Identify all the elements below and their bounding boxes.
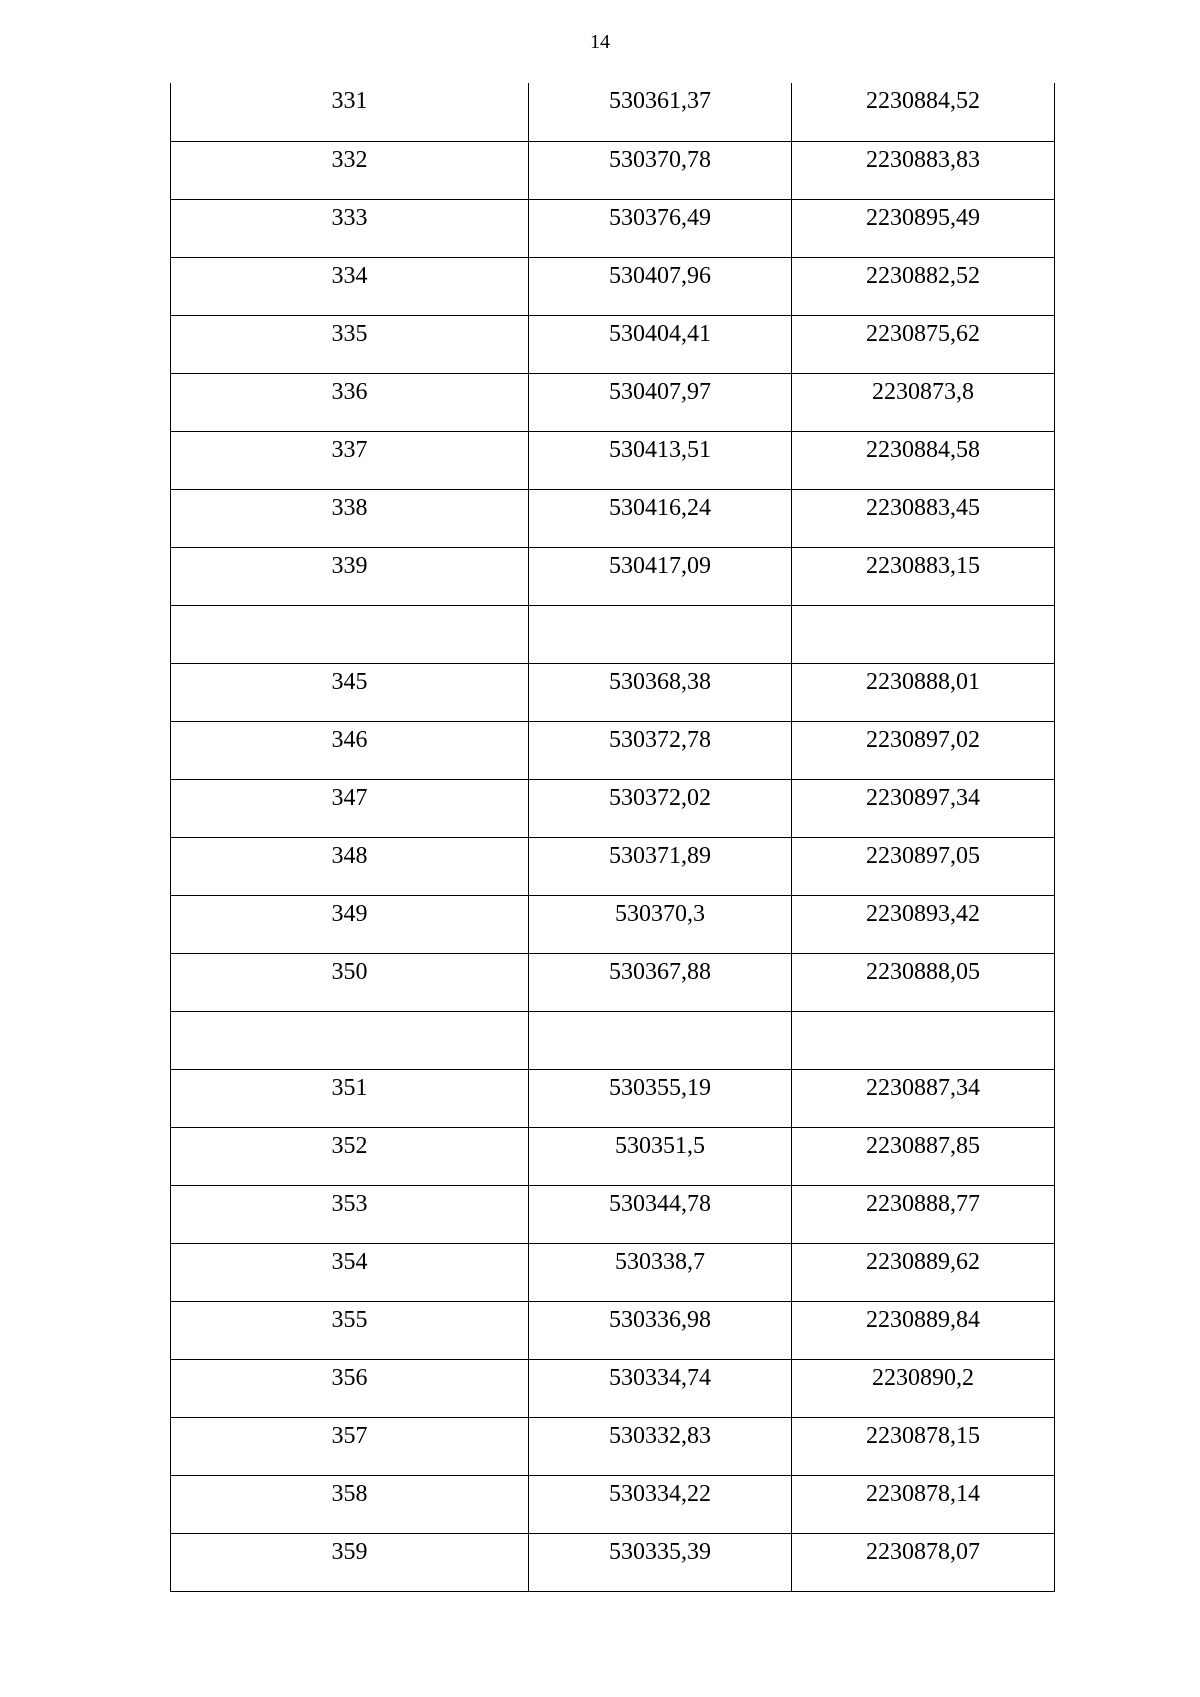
table-row <box>171 1359 1055 1417</box>
point-number-cell <box>171 953 529 1011</box>
page-number: 14 <box>590 31 610 53</box>
x-coordinate-cell <box>529 1475 792 1533</box>
x-coordinate-cell <box>529 489 792 547</box>
x-coordinate-cell <box>529 837 792 895</box>
cell-text: 356 <box>331 1364 368 1391</box>
x-coordinate-cell <box>529 1069 792 1127</box>
point-number-cell <box>171 199 529 257</box>
cell-text: 530370,3 <box>615 900 705 927</box>
cell-text: 2230878,07 <box>866 1538 980 1565</box>
cell-text: 530416,24 <box>609 494 711 521</box>
cell-text: 530413,51 <box>609 436 711 463</box>
cell-text: 346 <box>331 726 368 753</box>
y-coordinate-cell <box>792 1243 1055 1301</box>
cell-text: 530417,09 <box>609 552 711 579</box>
cell-text: 2230887,34 <box>866 1074 980 1101</box>
cell-text: 349 <box>331 900 368 927</box>
table-row <box>171 141 1055 199</box>
x-coordinate-cell <box>529 431 792 489</box>
x-coordinate-cell <box>529 953 792 1011</box>
cell-text: 2230873,8 <box>872 378 974 405</box>
y-coordinate-cell <box>792 721 1055 779</box>
y-coordinate-cell <box>792 199 1055 257</box>
x-coordinate-cell <box>529 895 792 953</box>
table-row <box>171 1475 1055 1533</box>
cell-text: 2230897,05 <box>866 842 980 869</box>
x-coordinate-cell <box>529 1185 792 1243</box>
y-coordinate-cell <box>792 257 1055 315</box>
cell-text: 530368,38 <box>609 668 711 695</box>
table-row <box>171 663 1055 721</box>
cell-text: 2230888,77 <box>866 1190 980 1217</box>
y-coordinate-cell <box>792 605 1055 663</box>
y-coordinate-cell <box>792 1533 1055 1591</box>
table-row <box>171 373 1055 431</box>
y-coordinate-cell <box>792 1475 1055 1533</box>
table-row <box>171 1417 1055 1475</box>
y-coordinate-cell <box>792 315 1055 373</box>
cell-text: 530335,39 <box>609 1538 711 1565</box>
cell-text: 335 <box>331 320 368 347</box>
cell-text: 530334,74 <box>609 1364 711 1391</box>
point-number-cell <box>171 1359 529 1417</box>
table-row <box>171 895 1055 953</box>
cell-text: 530372,02 <box>609 784 711 811</box>
cell-text: 2230895,49 <box>866 204 980 231</box>
cell-text: 339 <box>331 552 368 579</box>
cell-text: 530371,89 <box>609 842 711 869</box>
x-coordinate-cell <box>529 141 792 199</box>
x-coordinate-cell <box>529 1301 792 1359</box>
cell-text: 2230893,42 <box>866 900 980 927</box>
cell-text: 2230884,52 <box>866 88 980 114</box>
cell-text: 352 <box>331 1132 368 1159</box>
table-row <box>171 431 1055 489</box>
cell-text: 2230890,2 <box>872 1364 974 1391</box>
x-coordinate-cell <box>529 1417 792 1475</box>
table-row <box>171 489 1055 547</box>
point-number-cell <box>171 663 529 721</box>
point-number-cell <box>171 373 529 431</box>
point-number-cell <box>171 1185 529 1243</box>
cell-text: 334 <box>331 262 368 289</box>
x-coordinate-cell <box>529 373 792 431</box>
point-number-cell <box>171 605 529 663</box>
point-number-cell <box>171 721 529 779</box>
table-row <box>171 837 1055 895</box>
cell-text: 2230883,45 <box>866 494 980 521</box>
point-number-cell <box>171 547 529 605</box>
cell-text: 530344,78 <box>609 1190 711 1217</box>
cell-text: 2230897,34 <box>866 784 980 811</box>
table-row <box>171 605 1055 663</box>
table-row <box>171 779 1055 837</box>
cell-text: 2230883,15 <box>866 552 980 579</box>
y-coordinate-cell <box>792 83 1055 141</box>
cell-text: 332 <box>331 146 368 173</box>
table-row <box>171 1533 1055 1591</box>
point-number-cell <box>171 1011 529 1069</box>
point-number-cell <box>171 1533 529 1591</box>
cell-text: 353 <box>331 1190 368 1217</box>
y-coordinate-cell <box>792 141 1055 199</box>
y-coordinate-cell <box>792 663 1055 721</box>
y-coordinate-cell <box>792 895 1055 953</box>
x-coordinate-cell <box>529 1127 792 1185</box>
table-row <box>171 1069 1055 1127</box>
x-coordinate-cell <box>529 663 792 721</box>
cell-text: 2230878,14 <box>866 1480 980 1507</box>
cell-text: 530407,96 <box>609 262 711 289</box>
point-number-cell <box>171 431 529 489</box>
point-number-cell <box>171 489 529 547</box>
cell-text: 338 <box>331 494 368 521</box>
cell-text: 530332,83 <box>609 1422 711 1449</box>
table-row <box>171 1301 1055 1359</box>
cell-text: 530370,78 <box>609 146 711 173</box>
y-coordinate-cell <box>792 489 1055 547</box>
y-coordinate-cell <box>792 1127 1055 1185</box>
cell-text: 333 <box>331 204 368 231</box>
cell-text: 336 <box>331 378 368 405</box>
y-coordinate-cell <box>792 1069 1055 1127</box>
cell-text: 359 <box>331 1538 368 1565</box>
y-coordinate-cell <box>792 837 1055 895</box>
table-row <box>171 257 1055 315</box>
x-coordinate-cell <box>529 605 792 663</box>
point-number-cell <box>171 315 529 373</box>
table-row <box>171 1243 1055 1301</box>
y-coordinate-cell <box>792 431 1055 489</box>
point-number-cell <box>171 837 529 895</box>
y-coordinate-cell <box>792 779 1055 837</box>
point-number-cell <box>171 1069 529 1127</box>
table-row <box>171 1011 1055 1069</box>
cell-text: 530404,41 <box>609 320 711 347</box>
cell-text: 337 <box>331 436 368 463</box>
cell-text: 348 <box>331 842 368 869</box>
cell-text: 331 <box>331 88 368 114</box>
cell-text <box>529 606 791 609</box>
cell-text: 2230883,83 <box>866 146 980 173</box>
cell-text: 2230875,62 <box>866 320 980 347</box>
point-number-cell <box>171 1301 529 1359</box>
cell-text: 530351,5 <box>615 1132 705 1159</box>
cell-text <box>529 1012 791 1015</box>
cell-text: 357 <box>331 1422 368 1449</box>
y-coordinate-cell <box>792 953 1055 1011</box>
point-number-cell <box>171 779 529 837</box>
y-coordinate-cell <box>792 1011 1055 1069</box>
table-row <box>171 199 1055 257</box>
x-coordinate-cell <box>529 1359 792 1417</box>
x-coordinate-cell <box>529 1533 792 1591</box>
coordinates-table <box>170 83 1055 1592</box>
point-number-cell <box>171 895 529 953</box>
cell-text <box>171 606 528 609</box>
cell-text: 530372,78 <box>609 726 711 753</box>
point-number-cell <box>171 1475 529 1533</box>
cell-text: 530407,97 <box>609 378 711 405</box>
cell-text: 2230882,52 <box>866 262 980 289</box>
point-number-cell <box>171 83 529 141</box>
x-coordinate-cell <box>529 315 792 373</box>
x-coordinate-cell <box>529 1243 792 1301</box>
y-coordinate-cell <box>792 1417 1055 1475</box>
y-coordinate-cell <box>792 373 1055 431</box>
cell-text: 530361,37 <box>609 88 711 114</box>
x-coordinate-cell <box>529 199 792 257</box>
point-number-cell <box>171 1417 529 1475</box>
point-number-cell <box>171 1127 529 1185</box>
cell-text: 530336,98 <box>609 1306 711 1333</box>
y-coordinate-cell <box>792 1359 1055 1417</box>
cell-text: 354 <box>331 1248 368 1275</box>
cell-text: 530338,7 <box>615 1248 705 1275</box>
cell-text: 2230887,85 <box>866 1132 980 1159</box>
x-coordinate-cell <box>529 1011 792 1069</box>
cell-text: 351 <box>331 1074 368 1101</box>
y-coordinate-cell <box>792 547 1055 605</box>
cell-text <box>792 606 1054 609</box>
x-coordinate-cell <box>529 779 792 837</box>
cell-text: 2230884,58 <box>866 436 980 463</box>
cell-text: 2230878,15 <box>866 1422 980 1449</box>
cell-text: 530376,49 <box>609 204 711 231</box>
cell-text: 347 <box>331 784 368 811</box>
x-coordinate-cell <box>529 83 792 141</box>
cell-text: 358 <box>331 1480 368 1507</box>
cell-text: 350 <box>331 958 368 985</box>
table-row <box>171 83 1055 141</box>
x-coordinate-cell <box>529 721 792 779</box>
y-coordinate-cell <box>792 1301 1055 1359</box>
cell-text: 2230897,02 <box>866 726 980 753</box>
cell-text: 355 <box>331 1306 368 1333</box>
cell-text: 2230888,01 <box>866 668 980 695</box>
cell-text: 2230889,84 <box>866 1306 980 1333</box>
cell-text: 530367,88 <box>609 958 711 985</box>
x-coordinate-cell <box>529 547 792 605</box>
table-row <box>171 1185 1055 1243</box>
point-number-cell <box>171 1243 529 1301</box>
point-number-cell <box>171 257 529 315</box>
table-row <box>171 953 1055 1011</box>
cell-text: 345 <box>331 668 368 695</box>
cell-text <box>792 1012 1054 1015</box>
table-row <box>171 547 1055 605</box>
cell-text: 2230888,05 <box>866 958 980 985</box>
table-row <box>171 315 1055 373</box>
table-row <box>171 1127 1055 1185</box>
y-coordinate-cell <box>792 1185 1055 1243</box>
cell-text: 530334,22 <box>609 1480 711 1507</box>
table-row <box>171 721 1055 779</box>
point-number-cell <box>171 141 529 199</box>
x-coordinate-cell <box>529 257 792 315</box>
cell-text: 2230889,62 <box>866 1248 980 1275</box>
coordinates-table-body <box>171 83 1055 1591</box>
cell-text: 530355,19 <box>609 1074 711 1101</box>
cell-text <box>171 1012 528 1015</box>
